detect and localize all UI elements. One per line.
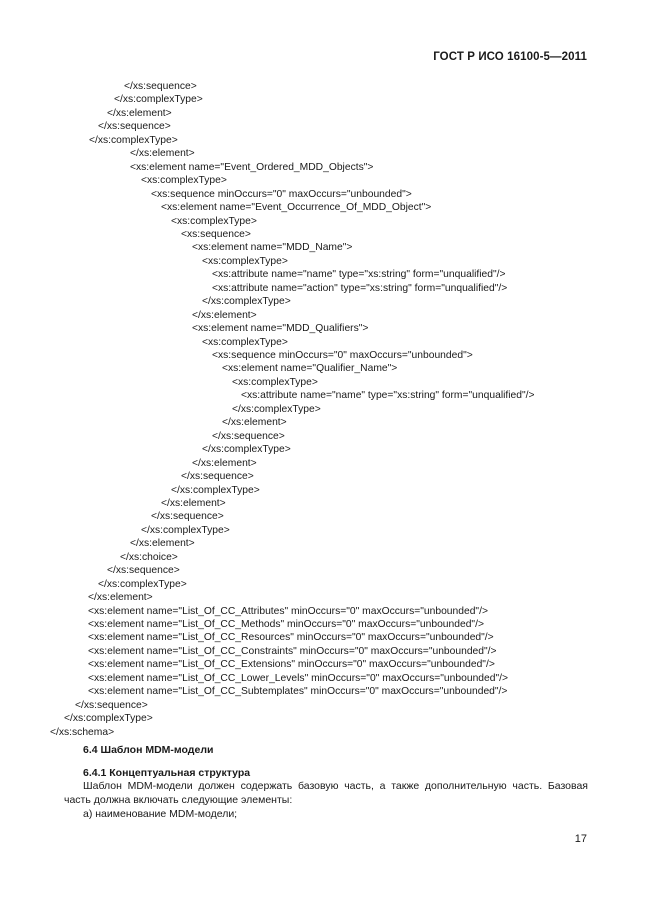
- code-line: <xs:attribute name="action" type="xs:string" form="unqualified"/>: [212, 282, 508, 294]
- code-line: <xs:complexType>: [141, 175, 227, 187]
- code-line: <xs:element name="List_Of_CC_Subtemplates" minOccurs="0" maxOccurs="unbounded"/>: [88, 686, 508, 698]
- section-heading: 6.4 Шаблон MDM-модели: [83, 744, 214, 756]
- code-line: <xs:complexType>: [232, 376, 318, 388]
- code-line: <xs:element name="List_Of_CC_Attributes" minOccurs="0" maxOccurs="unbounded"/>: [88, 605, 488, 617]
- code-line: </xs:complexType>: [114, 94, 203, 106]
- code-line: <xs:element name="List_Of_CC_Resources" minOccurs="0" maxOccurs="unbounded"/>: [88, 632, 494, 644]
- code-line: <xs:attribute name="name" type="xs:string" form="unqualified"/>: [212, 269, 506, 281]
- code-line: </xs:sequence>: [151, 511, 224, 523]
- code-line: <xs:complexType>: [202, 336, 288, 348]
- code-line: </xs:sequence>: [212, 430, 285, 442]
- code-line: <xs:sequence minOccurs="0" maxOccurs="unbounded">: [151, 188, 412, 200]
- code-line: </xs:schema>: [50, 726, 115, 738]
- code-line: <xs:element name="Event_Ordered_MDD_Objects">: [130, 161, 374, 173]
- code-line: </xs:sequence>: [124, 81, 197, 92]
- code-line: <xs:element name="MDD_Qualifiers">: [192, 323, 369, 335]
- code-line: </xs:element>: [192, 457, 257, 469]
- code-line: <xs:attribute name="name" type="xs:string" form="unqualified"/>: [241, 390, 535, 402]
- code-line: <xs:complexType>: [171, 215, 257, 227]
- code-line: </xs:element>: [192, 309, 257, 321]
- code-line: </xs:sequence>: [181, 471, 254, 483]
- code-line: <xs:element name="List_Of_CC_Methods" minOccurs="0" maxOccurs="unbounded"/>: [88, 619, 484, 630]
- code-line: </xs:element>: [107, 107, 172, 119]
- paragraph-line-1: Шаблон MDM-модели должен содержать базовую часть, а также дополнительную часть. Базовая: [83, 780, 588, 792]
- code-line: <xs:element name="Event_Occurrence_Of_MDD_Object">: [161, 202, 432, 214]
- code-line: </xs:element>: [130, 538, 195, 550]
- code-line: <xs:complexType>: [202, 255, 288, 267]
- code-line: </xs:complexType>: [141, 524, 230, 536]
- code-line: </xs:choice>: [120, 551, 178, 563]
- code-line: </xs:element>: [161, 497, 226, 509]
- code-line: </xs:element>: [130, 148, 195, 160]
- code-line: </xs:sequence>: [75, 699, 148, 711]
- code-line: </xs:complexType>: [171, 484, 260, 496]
- code-line: </xs:complexType>: [64, 713, 153, 725]
- code-line: </xs:element>: [88, 592, 153, 604]
- code-line: </xs:complexType>: [232, 403, 321, 415]
- subsection-heading: 6.4.1 Концептуальная структура: [83, 767, 251, 779]
- code-line: <xs:element name="List_Of_CC_Constraints" minOccurs="0" maxOccurs="unbounded"/>: [88, 645, 497, 657]
- code-line: </xs:element>: [222, 417, 287, 429]
- code-line: </xs:sequence>: [107, 565, 180, 577]
- code-line: <xs:element name="List_Of_CC_Extensions" minOccurs="0" maxOccurs="unbounded"/>: [88, 659, 495, 671]
- code-line: </xs:complexType>: [89, 134, 178, 146]
- code-line: <xs:element name="Qualifier_Name">: [222, 363, 398, 375]
- code-line: <xs:element name="MDD_Name">: [192, 242, 353, 254]
- code-line: </xs:complexType>: [202, 444, 291, 456]
- page-number: 17: [574, 833, 587, 845]
- code-line: </xs:complexType>: [98, 578, 187, 590]
- code-line: </xs:complexType>: [202, 296, 291, 308]
- code-line: <xs:element name="List_Of_CC_Lower_Levels" minOccurs="0" maxOccurs="unbounded"/>: [88, 672, 509, 684]
- document-id-header: ГОСТ Р ИСО 16100-5—2011: [433, 51, 587, 63]
- code-line: </xs:sequence>: [98, 121, 171, 133]
- body-paragraph: [64, 780, 588, 807]
- code-line: <xs:sequence minOccurs="0" maxOccurs="unbounded">: [212, 350, 473, 361]
- code-line: <xs:sequence>: [181, 228, 251, 240]
- paragraph-line-2: часть должна включать следующие элементы:: [64, 793, 293, 806]
- list-item-a: а) наименование MDM-модели;: [83, 808, 238, 820]
